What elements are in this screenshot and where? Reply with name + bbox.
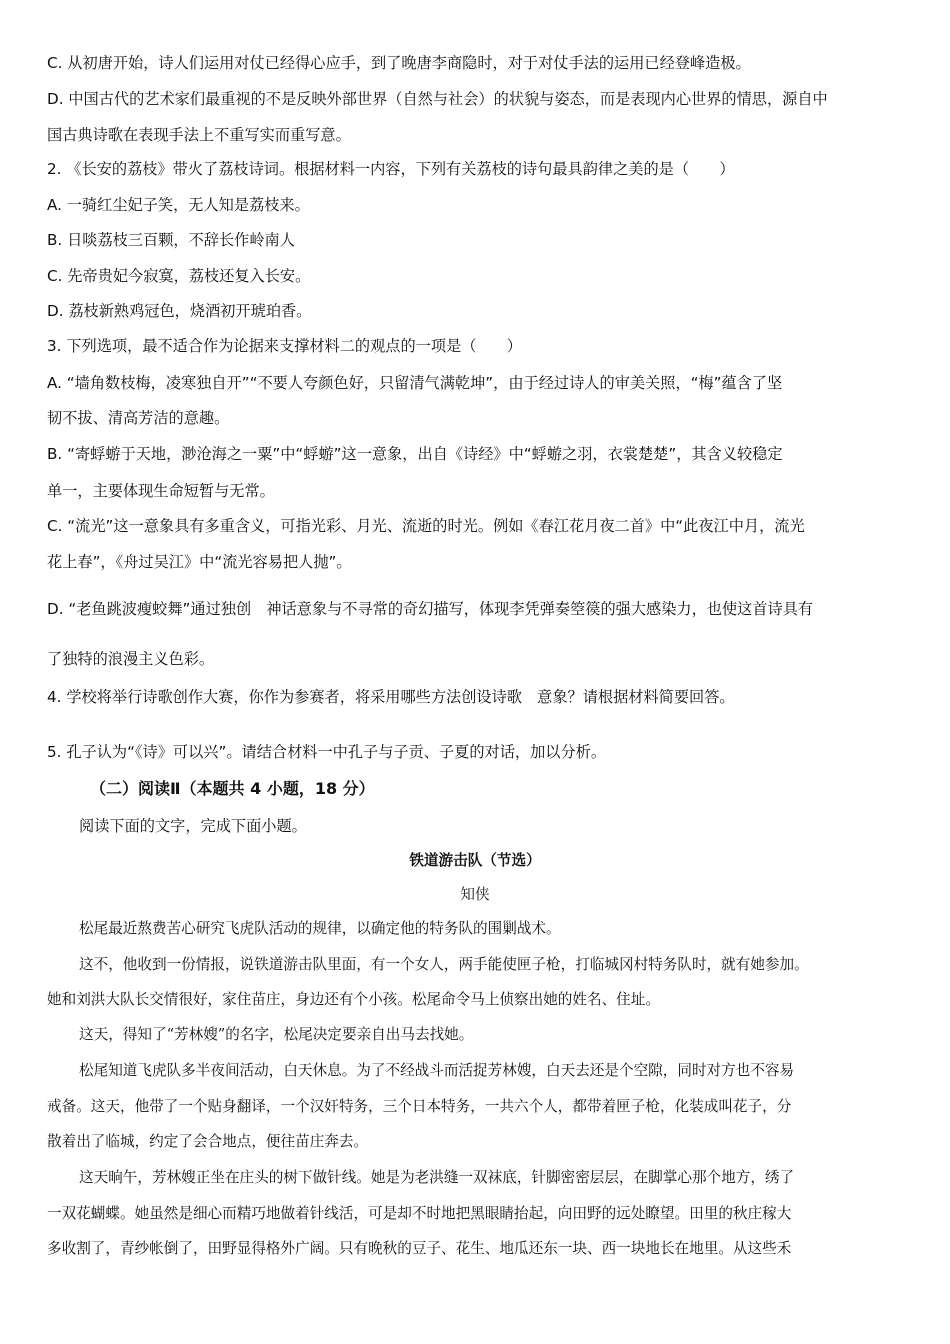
q5: 5. 孔子认为“《诗》可以兴”。请结合材料一中孔子与子贡、子夏的对话，加以分析。: [47, 743, 607, 761]
story-paragraph: 松尾最近熬费苦心研究飞虎队活动的规律，以确定他的特务队的围剿战术。: [79, 920, 561, 937]
q2-option-a: A. 一骑红尘妃子笑，无人知是荔枝来。: [47, 196, 310, 214]
q4: 4. 学校将举行诗歌创作大赛，你作为参赛者，将采用哪些方法创设诗歌 意象？请根据材料简要回答。: [47, 688, 735, 706]
q2-option-b: B. 日啖荔枝三百颗，不辞长作岭南人: [47, 231, 295, 249]
q3-option-d-line2: 了独特的浪漫主义色彩。: [47, 650, 215, 668]
q3-option-c-line1: C. “流光”这一意象具有多重含义，可指光彩、月光、流逝的时光。例如《春江花月夜二首》中“此夜江中月，流光: [47, 517, 805, 535]
q2-option-d: D. 荔枝新熟鸡冠色，烧酒初开琥珀香。: [47, 302, 312, 320]
story-paragraph: 松尾知道飞虎队多半夜间活动，白天休息。为了不经战斗而活捉芳林嫂，白天去还是个空隙，同时对方也不容易: [79, 1062, 795, 1079]
story-paragraph: 这不，他收到一份情报，说铁道游击队里面，有一个女人，两手能使匣子枪，打临城冈村特务队时，就有她参加。: [79, 956, 809, 973]
story-title: 铁道游击队（节选）: [409, 852, 541, 869]
story-author: 知侠: [460, 886, 490, 903]
story-paragraph-cont: 她和刘洪大队长交情很好，家住苗庄，身边还有个小孩。松尾命令马上侦察出她的姓名、住址。: [47, 991, 660, 1008]
section-heading: （二）阅读Ⅱ（本题共 4 小题，18 分）: [90, 779, 375, 798]
q1-option-d-line1: D. 中国古代的艺术家们最重视的不是反映外部世界（自然与社会）的状貌与姿态，而是表现内心世界的情思，源自中: [47, 90, 828, 108]
q3-option-b-line1: B. “寄蜉蝣于天地，渺沧海之一粟”中“蜉蝣”这一意象，出自《诗经》中“蜉蝣之羽，衣裳楚楚”，其含义较稳定: [47, 445, 783, 463]
q3-option-a-line2: 韧不拔、清高芳洁的意趣。: [47, 409, 230, 427]
q3-option-a-line1: A. “墙角数枝梅，凌寒独自开”“不要人夸颜色好，只留清气满乾坤”，由于经过诗人的审美关照，“梅”蕴含了坚: [47, 374, 783, 392]
q3-option-d-line1: D. “老鱼跳波瘦蛟舞”通过独创 神话意象与不寻常的奇幻描写，体现李凭弹奏箜篌的强大感染力，也使这首诗具有: [47, 600, 814, 618]
section-instruction: 阅读下面的文字，完成下面小题。: [79, 817, 307, 835]
story-paragraph-cont: 戒备。这天，他带了一个贴身翻译，一个汉奸特务，三个日本特务，一共六个人，都带着匣子枪，化装成叫花子，分: [47, 1098, 792, 1115]
q3-stem: 3. 下列选项，最不适合作为论据来支撑材料二的观点的一项是（ ）: [47, 337, 522, 355]
story-paragraph: 这天晌午，芳林嫂正坐在庄头的树下做针线。她是为老洪缝一双袜底，针脚密密层层，在脚掌心那个地方，绣了: [79, 1169, 795, 1186]
q1-option-d-line2: 国古典诗歌在表现手法上不重写实而重写意。: [47, 126, 351, 144]
q2-stem: 2. 《长安的荔枝》带火了荔枝诗词。根据材料一内容，下列有关荔枝的诗句最具韵律之美的是（ ）: [47, 160, 735, 178]
story-paragraph-cont: 多收割了，青纱帐倒了，田野显得格外广阔。只有晚秋的豆子、花生、地瓜还东一块、西一块地长在地里。从这些禾: [47, 1240, 792, 1257]
q3-option-c-line2: 花上春”，《舟过吴江》中“流光容易把人抛”。: [47, 553, 352, 571]
story-paragraph: 这天，得知了“芳林嫂”的名字，松尾决定要亲自出马去找她。: [79, 1026, 474, 1043]
q2-option-c: C. 先帝贵妃今寂寞，荔枝还复入长安。: [47, 267, 311, 285]
q3-option-b-line2: 单一，主要体现生命短暂与无常。: [47, 482, 275, 500]
story-paragraph-cont: 散着出了临城，约定了会合地点，便往苗庄奔去。: [47, 1133, 369, 1150]
q1-option-c: C. 从初唐开始，诗人们运用对仗已经得心应手，到了晚唐李商隐时，对于对仗手法的运用已经登峰造极。: [47, 54, 751, 72]
story-paragraph-cont: 一双花蝴蝶。她虽然是细心而精巧地做着针线活，可是却不时地把黑眼睛抬起，向田野的远处瞭望。田里的秋庄稼大: [47, 1205, 792, 1222]
